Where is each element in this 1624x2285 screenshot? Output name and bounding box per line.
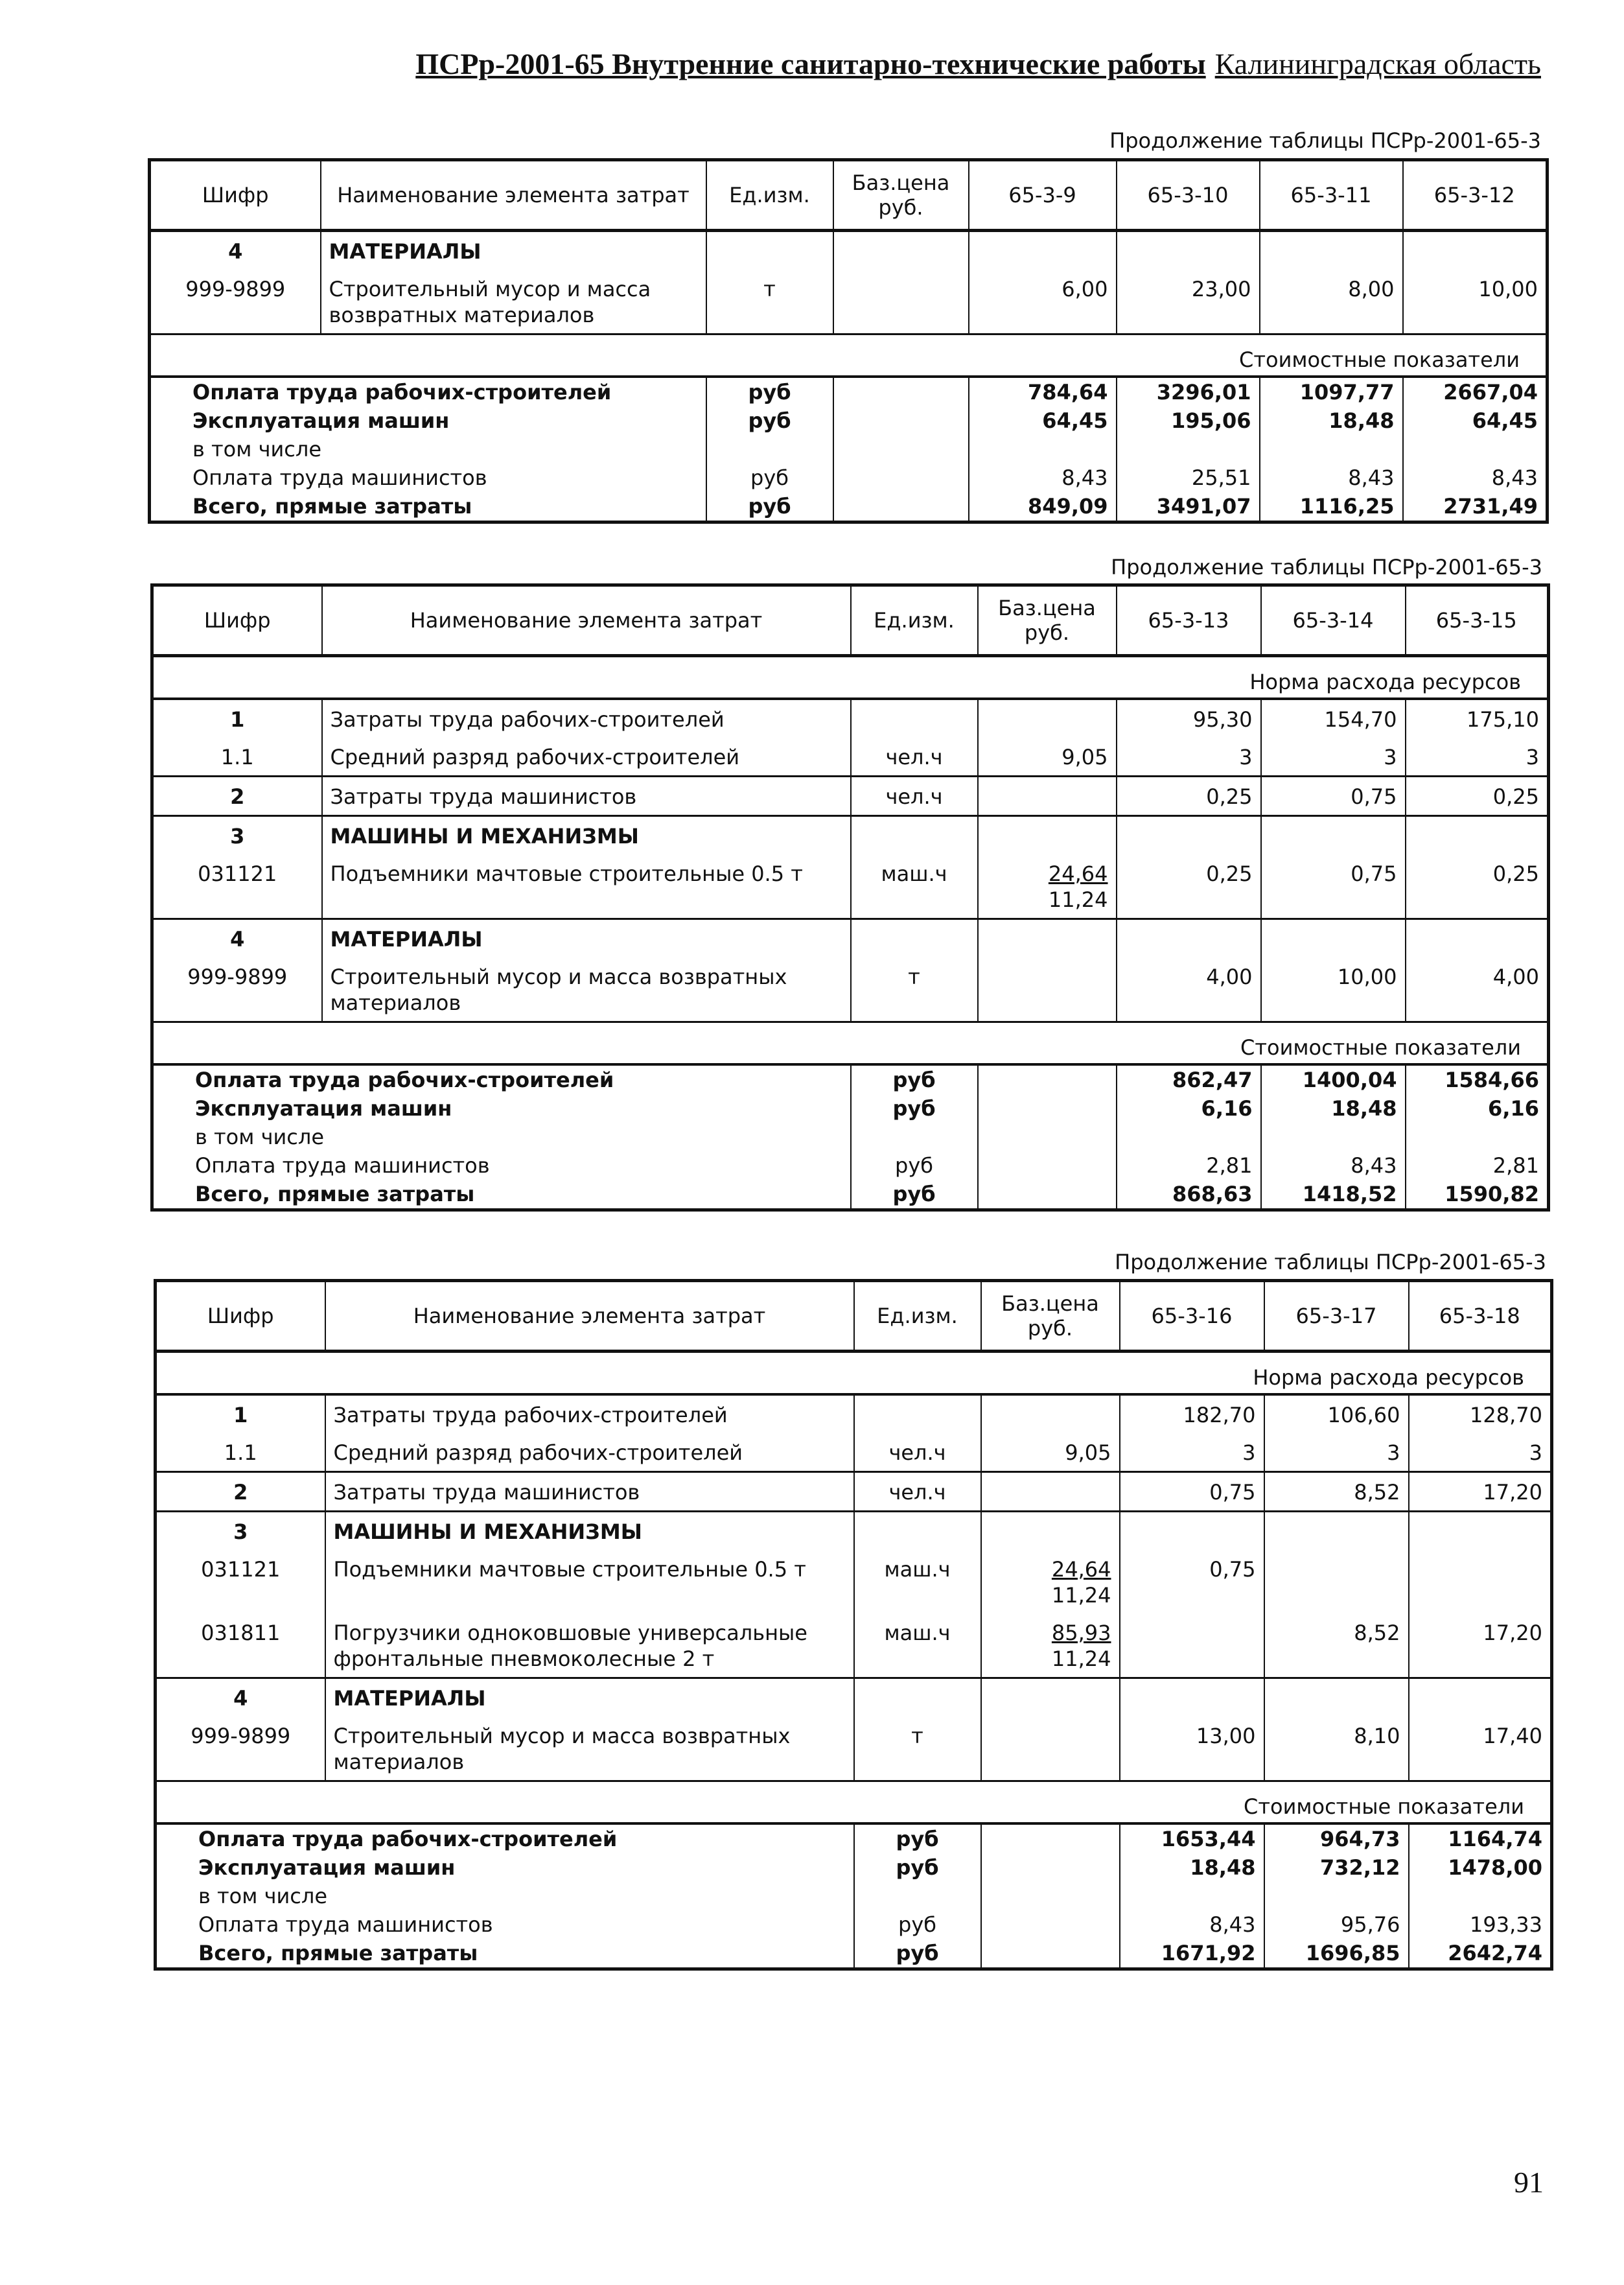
value-cell: 1478,00 — [1409, 1853, 1552, 1882]
value-cell: 18,48 — [1120, 1853, 1264, 1882]
value-cell — [1120, 1678, 1264, 1717]
unit-cell: маш.ч — [851, 854, 978, 919]
name-cell: Затраты труда машинистов — [325, 1472, 854, 1512]
base-price: 24,64 — [1048, 861, 1108, 886]
name-cell: МАТЕРИАЛЫ — [325, 1678, 854, 1717]
value-cell: 868,63 — [1117, 1180, 1261, 1210]
resource-row — [156, 1550, 1552, 1613]
unit-cell: руб — [851, 1180, 978, 1210]
price-cell: 9,05 — [981, 1433, 1120, 1472]
value-cell: 0,25 — [1406, 777, 1549, 816]
unit-cell: руб — [851, 1151, 978, 1180]
value-cell: 0,25 — [1117, 777, 1261, 816]
price-cell — [981, 1394, 1120, 1433]
column-header: Ед.изм. — [851, 585, 978, 656]
resource-table-3 — [154, 1279, 1553, 1971]
value-cell: 0,75 — [1261, 777, 1406, 816]
column-header: Баз.цена руб. — [981, 1281, 1120, 1352]
resource-row — [150, 231, 1548, 270]
price-index: 11,24 — [1051, 1646, 1111, 1671]
name-cell: Подъемники мачтовые строительные 0.5 т — [325, 1550, 854, 1613]
name-cell: Средний разряд рабочих-строителей — [325, 1433, 854, 1472]
code-cell: 999-9899 — [187, 965, 288, 989]
value-cell — [1117, 919, 1261, 958]
unit-cell: руб — [706, 377, 833, 406]
value-cell: 182,70 — [1120, 1394, 1264, 1433]
cost-name: Оплата труда рабочих-строителей — [195, 1068, 614, 1092]
column-header: 65-3-17 — [1264, 1281, 1409, 1352]
unit-cell: чел.ч — [854, 1472, 981, 1512]
value-cell: 964,73 — [1264, 1823, 1409, 1853]
value-cell: 8,43 — [1120, 1910, 1264, 1939]
cost-name: Оплата труда машинистов — [195, 1153, 490, 1178]
value-cell: 13,00 — [1120, 1717, 1264, 1781]
cost-name: в том числе — [195, 1125, 324, 1149]
resource-row — [156, 1472, 1552, 1512]
code-cell: 4 — [150, 231, 321, 270]
name-cell: МАШИНЫ И МЕХАНИЗМЫ — [325, 1512, 854, 1551]
cost-name: в том числе — [198, 1884, 327, 1908]
section-label: Норма расхода ресурсов — [152, 656, 1549, 699]
value-cell: 0,75 — [1120, 1472, 1264, 1512]
resource-row — [156, 1394, 1552, 1433]
name-cell: МАШИНЫ И МЕХАНИЗМЫ — [322, 816, 851, 855]
value-cell: 8,43 — [1261, 1151, 1406, 1180]
table-caption: Продолжение таблицы ПСРр-2001-65-3 — [1109, 128, 1541, 153]
value-cell: 2731,49 — [1403, 492, 1548, 522]
cost-name: Оплата труда машинистов — [192, 465, 487, 490]
value-cell — [1406, 919, 1549, 958]
column-header: Ед.изм. — [854, 1281, 981, 1352]
cost-row — [156, 1882, 1552, 1910]
column-header: 65-3-10 — [1117, 160, 1260, 231]
column-header: Баз.цена руб. — [833, 160, 969, 231]
resource-row — [152, 816, 1549, 855]
unit-cell — [851, 699, 978, 738]
unit-cell: руб — [706, 406, 833, 435]
value-cell — [833, 406, 969, 435]
value-cell — [1409, 1512, 1552, 1551]
price-cell — [981, 1717, 1120, 1781]
value-cell — [1264, 1882, 1409, 1910]
code-cell: 1.1 — [224, 1440, 257, 1465]
resource-row — [152, 919, 1549, 958]
price-index: 11,24 — [1051, 1583, 1111, 1608]
cost-name: Эксплуатация машин — [195, 1096, 452, 1121]
name-cell: Затраты труда рабочих-строителей — [325, 1394, 854, 1433]
value-cell: 17,20 — [1409, 1472, 1552, 1512]
unit-cell: т — [851, 957, 978, 1022]
unit-cell — [851, 1123, 978, 1151]
value-cell: 95,30 — [1117, 699, 1261, 738]
value-cell: 64,45 — [1403, 406, 1548, 435]
value-cell: 2,81 — [1117, 1151, 1261, 1180]
name-cell: МАТЕРИАЛЫ — [322, 919, 851, 958]
table-header-row — [156, 1281, 1552, 1352]
value-cell — [978, 1180, 1117, 1210]
table-caption: Продолжение таблицы ПСРр-2001-65-3 — [1111, 555, 1542, 580]
value-cell: 18,48 — [1261, 1094, 1406, 1123]
name-cell: Средний разряд рабочих-строителей — [322, 738, 851, 777]
value-cell: 154,70 — [1261, 699, 1406, 738]
cost-name: Всего, прямые затраты — [192, 494, 472, 519]
code-cell: 3 — [156, 1512, 325, 1551]
unit-cell — [854, 1882, 981, 1910]
value-cell: 6,16 — [1406, 1094, 1549, 1123]
value-cell: 10,00 — [1403, 270, 1548, 334]
resource-row — [152, 699, 1549, 738]
price-cell — [981, 1678, 1120, 1717]
unit-cell — [706, 231, 833, 270]
value-cell — [1120, 1613, 1264, 1678]
value-cell: 3 — [1409, 1433, 1552, 1472]
resource-row — [152, 854, 1549, 919]
section-label: Стоимостные показатели — [156, 1781, 1552, 1824]
price-cell — [978, 919, 1117, 958]
price-cell — [981, 1550, 1120, 1613]
value-cell: 3 — [1120, 1433, 1264, 1472]
name-cell: МАТЕРИАЛЫ — [321, 231, 706, 270]
value-cell — [1261, 919, 1406, 958]
value-cell — [1406, 1123, 1549, 1151]
value-cell: 64,45 — [969, 406, 1117, 435]
value-cell: 95,76 — [1264, 1910, 1409, 1939]
value-cell: 0,25 — [1117, 854, 1261, 919]
resource-row — [156, 1433, 1552, 1472]
cost-row — [152, 1094, 1549, 1123]
resource-row — [156, 1717, 1552, 1781]
value-cell: 195,06 — [1117, 406, 1260, 435]
value-cell — [1409, 1882, 1552, 1910]
cost-name: Всего, прямые затраты — [198, 1941, 478, 1965]
value-cell — [981, 1823, 1120, 1853]
name-cell: Погрузчики одноковшовые универсальные фронтальные пневмоколесные 2 т — [325, 1613, 854, 1678]
table-caption: Продолжение таблицы ПСРр-2001-65-3 — [1115, 1250, 1546, 1274]
value-cell: 2642,74 — [1409, 1939, 1552, 1969]
cost-name: Всего, прямые затраты — [195, 1182, 475, 1206]
value-cell: 862,47 — [1117, 1064, 1261, 1094]
price-cell — [978, 699, 1117, 738]
value-cell: 8,43 — [1260, 463, 1403, 492]
price-cell — [978, 777, 1117, 816]
unit-cell: чел.ч — [851, 777, 978, 816]
cost-row — [156, 1823, 1552, 1853]
value-cell — [969, 435, 1117, 463]
value-cell: 8,43 — [1403, 463, 1548, 492]
column-header: 65-3-15 — [1406, 585, 1549, 656]
column-header: Шифр — [150, 160, 321, 231]
cost-row — [150, 492, 1548, 522]
code-cell: 031121 — [198, 861, 277, 886]
cost-row — [152, 1123, 1549, 1151]
unit-cell — [854, 1678, 981, 1717]
value-cell: 6,16 — [1117, 1094, 1261, 1123]
value-cell: 10,00 — [1261, 957, 1406, 1022]
value-cell: 193,33 — [1409, 1910, 1552, 1939]
value-cell — [1117, 435, 1260, 463]
name-cell: Строительный мусор и масса возвратных материалов — [325, 1717, 854, 1781]
price-cell — [978, 854, 1117, 919]
section-header-row — [152, 656, 1549, 699]
cost-name: Эксплуатация машин — [198, 1855, 456, 1880]
code-cell: 1.1 — [220, 745, 254, 769]
column-header: Наименование элемента затрат — [321, 160, 706, 231]
name-cell: Строительный мусор и масса возвратных материалов — [322, 957, 851, 1022]
value-cell: 1653,44 — [1120, 1823, 1264, 1853]
value-cell — [1403, 435, 1548, 463]
section-header-row — [156, 1781, 1552, 1824]
unit-cell: руб — [851, 1064, 978, 1094]
section-header-row — [156, 1352, 1552, 1395]
page-number: 91 — [1514, 2166, 1544, 2199]
value-cell: 1418,52 — [1261, 1180, 1406, 1210]
unit-cell: маш.ч — [854, 1550, 981, 1613]
price-cell — [833, 270, 969, 334]
value-cell: 0,75 — [1120, 1550, 1264, 1613]
price-cell — [981, 1472, 1120, 1512]
value-cell: 17,20 — [1409, 1613, 1552, 1678]
column-header: Шифр — [152, 585, 322, 656]
value-cell: 732,12 — [1264, 1853, 1409, 1882]
value-cell: 849,09 — [969, 492, 1117, 522]
cost-row — [150, 406, 1548, 435]
cost-name: Оплата труда рабочих-строителей — [192, 380, 612, 404]
section-header-row — [152, 1022, 1549, 1065]
cost-name: в том числе — [192, 437, 321, 462]
value-cell — [978, 1094, 1117, 1123]
value-cell: 25,51 — [1117, 463, 1260, 492]
resource-row — [152, 957, 1549, 1022]
value-cell: 1584,66 — [1406, 1064, 1549, 1094]
unit-cell: руб — [854, 1939, 981, 1969]
value-cell — [1261, 1123, 1406, 1151]
name-cell: Строительный мусор и масса возвратных материалов — [321, 270, 706, 334]
cost-row — [156, 1853, 1552, 1882]
unit-cell: т — [854, 1717, 981, 1781]
base-price: 24,64 — [1051, 1557, 1111, 1582]
code-cell: 2 — [156, 1472, 325, 1512]
unit-cell: руб — [854, 1853, 981, 1882]
cost-row — [152, 1064, 1549, 1094]
value-cell: 3296,01 — [1117, 377, 1260, 406]
section-label: Стоимостные показатели — [150, 334, 1548, 377]
value-cell: 1164,74 — [1409, 1823, 1552, 1853]
value-cell: 1097,77 — [1260, 377, 1403, 406]
unit-cell — [854, 1394, 981, 1433]
value-cell: 4,00 — [1117, 957, 1261, 1022]
value-cell — [978, 1064, 1117, 1094]
resource-row — [152, 777, 1549, 816]
column-header: 65-3-13 — [1117, 585, 1261, 656]
cost-row — [156, 1910, 1552, 1939]
value-cell: 0,75 — [1261, 854, 1406, 919]
price-cell — [981, 1613, 1120, 1678]
value-cell: 18,48 — [1260, 406, 1403, 435]
value-cell: 175,10 — [1406, 699, 1549, 738]
code-cell: 3 — [152, 816, 322, 855]
name-cell: Затраты труда машинистов — [322, 777, 851, 816]
price-cell — [981, 1512, 1120, 1551]
resource-row — [156, 1678, 1552, 1717]
column-header: Ед.изм. — [706, 160, 833, 231]
value-cell — [1260, 231, 1403, 270]
page-header — [415, 47, 1541, 81]
value-cell — [1120, 1512, 1264, 1551]
value-cell: 4,00 — [1406, 957, 1549, 1022]
code-cell: 4 — [156, 1678, 325, 1717]
code-cell: 999-9899 — [185, 277, 286, 301]
cost-name: Эксплуатация машин — [192, 408, 450, 433]
unit-cell: руб — [854, 1823, 981, 1853]
value-cell: 3 — [1264, 1433, 1409, 1472]
value-cell: 1116,25 — [1260, 492, 1403, 522]
value-cell — [833, 463, 969, 492]
value-cell: 6,00 — [969, 270, 1117, 334]
value-cell — [1117, 231, 1260, 270]
value-cell: 2,81 — [1406, 1151, 1549, 1180]
value-cell: 106,60 — [1264, 1394, 1409, 1433]
unit-cell: маш.ч — [854, 1613, 981, 1678]
value-cell: 17,40 — [1409, 1717, 1552, 1781]
code-cell: 031811 — [201, 1621, 281, 1645]
resource-row — [156, 1512, 1552, 1551]
unit-cell: чел.ч — [851, 738, 978, 777]
section-header-row — [150, 334, 1548, 377]
price-cell: 9,05 — [978, 738, 1117, 777]
value-cell — [969, 231, 1117, 270]
column-header: 65-3-18 — [1409, 1281, 1552, 1352]
value-cell: 8,52 — [1264, 1613, 1409, 1678]
value-cell — [1261, 816, 1406, 855]
name-cell: Затраты труда рабочих-строителей — [322, 699, 851, 738]
value-cell: 8,43 — [969, 463, 1117, 492]
value-cell — [981, 1939, 1120, 1969]
cost-name: Оплата труда машинистов — [198, 1912, 493, 1937]
resource-table-1 — [148, 158, 1549, 524]
unit-cell: руб — [706, 492, 833, 522]
value-cell — [1264, 1550, 1409, 1613]
section-label: Стоимостные показатели — [152, 1022, 1549, 1065]
value-cell: 8,00 — [1260, 270, 1403, 334]
value-cell — [978, 1123, 1117, 1151]
cost-name: Оплата труда рабочих-строителей — [198, 1827, 618, 1851]
unit-cell — [851, 816, 978, 855]
value-cell — [833, 435, 969, 463]
value-cell — [833, 492, 969, 522]
code-cell: 4 — [152, 919, 322, 958]
column-header: 65-3-12 — [1403, 160, 1548, 231]
value-cell — [833, 377, 969, 406]
unit-cell — [851, 919, 978, 958]
value-cell — [1264, 1678, 1409, 1717]
code-cell: 1 — [230, 707, 245, 732]
unit-cell: чел.ч — [854, 1433, 981, 1472]
value-cell: 0,25 — [1406, 854, 1549, 919]
value-cell: 2667,04 — [1403, 377, 1548, 406]
column-header: Баз.цена руб. — [978, 585, 1117, 656]
value-cell — [978, 1151, 1117, 1180]
price-index: 11,24 — [1048, 887, 1108, 912]
column-header: Шифр — [156, 1281, 325, 1352]
cost-row — [152, 1180, 1549, 1210]
resource-row — [152, 738, 1549, 777]
code-cell: 1 — [233, 1403, 248, 1427]
value-cell — [1120, 1882, 1264, 1910]
value-cell — [1117, 816, 1261, 855]
value-cell: 8,10 — [1264, 1717, 1409, 1781]
value-cell — [981, 1882, 1120, 1910]
code-cell: 031121 — [201, 1557, 281, 1582]
value-cell — [1260, 435, 1403, 463]
unit-cell — [854, 1512, 981, 1551]
column-header: 65-3-9 — [969, 160, 1117, 231]
value-cell: 3491,07 — [1117, 492, 1260, 522]
unit-cell: руб — [851, 1094, 978, 1123]
table-header-row — [152, 585, 1549, 656]
value-cell: 3 — [1406, 738, 1549, 777]
value-cell: 1671,92 — [1120, 1939, 1264, 1969]
value-cell — [981, 1910, 1120, 1939]
column-header: 65-3-14 — [1261, 585, 1406, 656]
value-cell: 1590,82 — [1406, 1180, 1549, 1210]
value-cell — [1264, 1512, 1409, 1551]
value-cell — [1409, 1550, 1552, 1613]
value-cell — [1403, 231, 1548, 270]
value-cell: 1696,85 — [1264, 1939, 1409, 1969]
resource-table-2 — [150, 583, 1550, 1212]
value-cell — [981, 1853, 1120, 1882]
value-cell — [1409, 1678, 1552, 1717]
base-price: 85,93 — [1051, 1621, 1111, 1645]
cost-row — [150, 435, 1548, 463]
unit-cell: т — [706, 270, 833, 334]
price-cell — [833, 231, 969, 270]
section-label: Норма расхода ресурсов — [156, 1352, 1552, 1395]
value-cell: 3 — [1117, 738, 1261, 777]
price-cell — [978, 957, 1117, 1022]
table-header-row — [150, 160, 1548, 231]
unit-cell: руб — [854, 1910, 981, 1939]
value-cell: 1400,04 — [1261, 1064, 1406, 1094]
column-header: 65-3-11 — [1260, 160, 1403, 231]
price-cell — [978, 816, 1117, 855]
value-cell: 3 — [1261, 738, 1406, 777]
column-header: 65-3-16 — [1120, 1281, 1264, 1352]
cost-row — [156, 1939, 1552, 1969]
column-header: Наименование элемента затрат — [325, 1281, 854, 1352]
code-cell: 999-9899 — [191, 1724, 291, 1748]
value-cell: 23,00 — [1117, 270, 1260, 334]
document-title: ПСРр-2001-65 Внутренние санитарно-технические работы — [415, 47, 1206, 80]
unit-cell: руб — [706, 463, 833, 492]
value-cell: 784,64 — [969, 377, 1117, 406]
code-cell: 2 — [152, 777, 322, 816]
cost-row — [152, 1151, 1549, 1180]
resource-row — [150, 270, 1548, 334]
name-cell: Подъемники мачтовые строительные 0.5 т — [322, 854, 851, 919]
cost-row — [150, 463, 1548, 492]
column-header: Наименование элемента затрат — [322, 585, 851, 656]
cost-row — [150, 377, 1548, 406]
value-cell: 8,52 — [1264, 1472, 1409, 1512]
unit-cell — [706, 435, 833, 463]
resource-row — [156, 1613, 1552, 1678]
value-cell — [1117, 1123, 1261, 1151]
value-cell: 128,70 — [1409, 1394, 1552, 1433]
value-cell — [1406, 816, 1549, 855]
region-title: Калининградская область — [1214, 47, 1541, 80]
